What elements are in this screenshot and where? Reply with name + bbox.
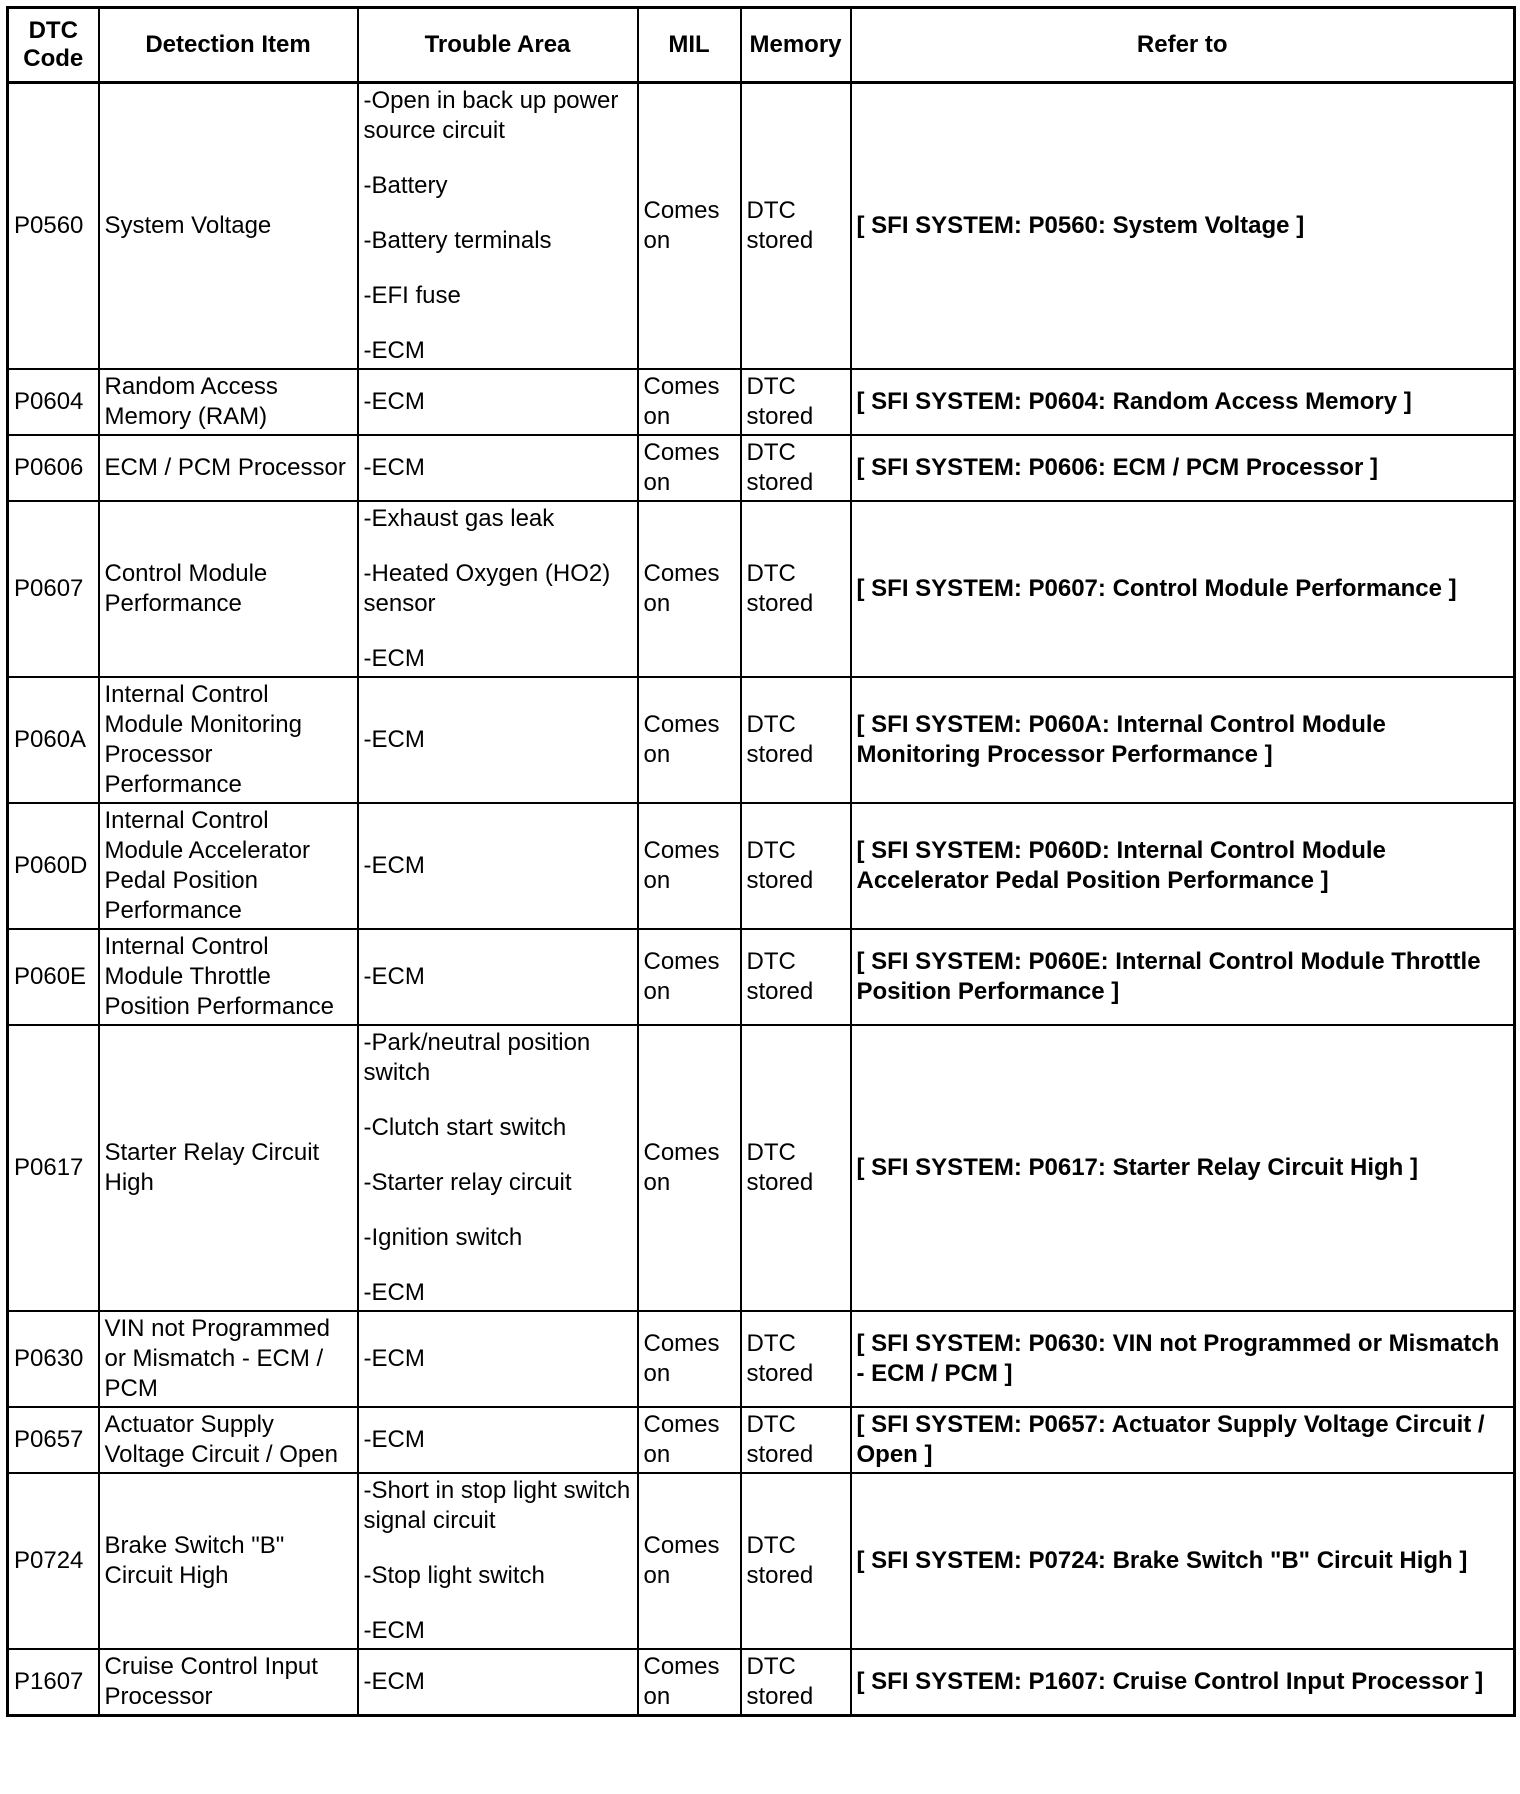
trouble-area-cell <box>358 435 638 501</box>
dtc-code-cell: P060D <box>8 803 99 929</box>
table-row <box>8 369 1515 435</box>
trouble-area-cell <box>358 83 638 370</box>
trouble-area-item: -Park/neutral position switch <box>363 1029 591 1086</box>
memory-cell: DTC stored <box>741 435 851 501</box>
detection-item-cell: System Voltage <box>99 83 358 370</box>
refer-to-link[interactable]: [ SFI SYSTEM: P0630: VIN not Programmed or Mismatch - ECM / PCM ] <box>851 1311 1515 1407</box>
header-refer-to: Refer to <box>851 8 1515 83</box>
line-spacer <box>364 1143 632 1168</box>
line-spacer <box>364 201 632 226</box>
dtc-code-cell: P0604 <box>8 369 99 435</box>
refer-to-link[interactable]: [ SFI SYSTEM: P0606: ECM / PCM Processor ] <box>851 435 1515 501</box>
trouble-area-item: -ECM <box>363 337 425 364</box>
dtc-code-cell: P0657 <box>8 1407 99 1473</box>
dtc-code-cell: P1607 <box>8 1649 99 1716</box>
refer-to-link[interactable]: [ SFI SYSTEM: P0560: System Voltage ] <box>851 83 1515 370</box>
detection-item-cell: Brake Switch "B" Circuit High <box>99 1473 358 1649</box>
refer-to-link[interactable]: [ SFI SYSTEM: P1607: Cruise Control Input Processor ] <box>851 1649 1515 1716</box>
trouble-area-cell <box>358 1649 638 1716</box>
header-memory: Memory <box>741 8 851 83</box>
header-mil: MIL <box>638 8 741 83</box>
table-row <box>8 435 1515 501</box>
trouble-area-item: -ECM <box>363 726 425 753</box>
trouble-area-item: -Battery terminals <box>363 227 552 254</box>
table-row <box>8 929 1515 1025</box>
line-spacer <box>364 1088 632 1113</box>
header-trouble-area: Trouble Area <box>358 8 638 83</box>
trouble-area-item: -Heated Oxygen (HO2) sensor <box>363 560 611 617</box>
mil-cell: Comes on <box>638 1025 741 1311</box>
trouble-area-item: -ECM <box>363 388 425 415</box>
trouble-area-cell <box>358 803 638 929</box>
trouble-area-item: -Open in back up power source circuit <box>363 87 619 144</box>
detection-item-cell: Actuator Supply Voltage Circuit / Open <box>99 1407 358 1473</box>
detection-item-cell: Internal Control Module Accelerator Pedal Position Performance <box>99 803 358 929</box>
refer-to-link[interactable]: [ SFI SYSTEM: P0657: Actuator Supply Voltage Circuit / Open ] <box>851 1407 1515 1473</box>
trouble-area-item: -Ignition switch <box>363 1224 523 1251</box>
trouble-area-item: -Battery <box>363 172 448 199</box>
mil-cell: Comes on <box>638 803 741 929</box>
table-row <box>8 803 1515 929</box>
memory-cell: DTC stored <box>741 803 851 929</box>
detection-item-cell: Starter Relay Circuit High <box>99 1025 358 1311</box>
refer-to-link[interactable]: [ SFI SYSTEM: P0617: Starter Relay Circuit High ] <box>851 1025 1515 1311</box>
memory-cell: DTC stored <box>741 1407 851 1473</box>
memory-cell: DTC stored <box>741 369 851 435</box>
mil-cell: Comes on <box>638 929 741 1025</box>
trouble-area-item: -ECM <box>363 1345 425 1372</box>
detection-item-cell: ECM / PCM Processor <box>99 435 358 501</box>
mil-cell: Comes on <box>638 435 741 501</box>
line-spacer <box>364 311 632 336</box>
dtc-code-cell: P0606 <box>8 435 99 501</box>
memory-cell: DTC stored <box>741 1649 851 1716</box>
trouble-area-item: -Clutch start switch <box>363 1114 567 1141</box>
trouble-area-item: -ECM <box>363 1617 425 1644</box>
memory-cell: DTC stored <box>741 1311 851 1407</box>
detection-item-cell: Internal Control Module Monitoring Processor Performance <box>99 677 358 803</box>
trouble-area-item: -Short in stop light switch signal circuit <box>363 1477 631 1534</box>
memory-cell: DTC stored <box>741 677 851 803</box>
line-spacer <box>364 146 632 171</box>
line-spacer <box>364 1536 632 1561</box>
header-row <box>8 8 1515 83</box>
dtc-code-cell: P0617 <box>8 1025 99 1311</box>
trouble-area-cell <box>358 1025 638 1311</box>
trouble-area-item: -Starter relay circuit <box>363 1169 572 1196</box>
trouble-area-item: -ECM <box>363 963 425 990</box>
trouble-area-item: -EFI fuse <box>363 282 461 309</box>
dtc-code-cell: P0607 <box>8 501 99 677</box>
mil-cell: Comes on <box>638 83 741 370</box>
line-spacer <box>364 1591 632 1616</box>
table-row <box>8 1407 1515 1473</box>
line-spacer <box>364 619 632 644</box>
trouble-area-cell <box>358 677 638 803</box>
detection-item-cell: VIN not Programmed or Mismatch - ECM / PCM <box>99 1311 358 1407</box>
trouble-area-item: -ECM <box>363 645 425 672</box>
trouble-area-item: -Stop light switch <box>363 1562 545 1589</box>
mil-cell: Comes on <box>638 1407 741 1473</box>
detection-item-cell: Internal Control Module Throttle Position Performance <box>99 929 358 1025</box>
detection-item-cell: Random Access Memory (RAM) <box>99 369 358 435</box>
refer-to-link[interactable]: [ SFI SYSTEM: P0604: Random Access Memory ] <box>851 369 1515 435</box>
refer-to-link[interactable]: [ SFI SYSTEM: P060D: Internal Control Module Accelerator Pedal Position Performance ] <box>851 803 1515 929</box>
trouble-area-cell <box>358 1407 638 1473</box>
trouble-area-cell <box>358 1311 638 1407</box>
dtc-code-cell: P0724 <box>8 1473 99 1649</box>
trouble-area-cell <box>358 929 638 1025</box>
line-spacer <box>364 1253 632 1278</box>
detection-item-cell: Cruise Control Input Processor <box>99 1649 358 1716</box>
refer-to-link[interactable]: [ SFI SYSTEM: P0724: Brake Switch "B" Circuit High ] <box>851 1473 1515 1649</box>
header-detection-item: Detection Item <box>99 8 358 83</box>
dtc-table <box>6 6 1516 1717</box>
table-body <box>8 83 1515 1716</box>
mil-cell: Comes on <box>638 369 741 435</box>
dtc-code-cell: P060E <box>8 929 99 1025</box>
detection-item-cell: Control Module Performance <box>99 501 358 677</box>
trouble-area-item: -ECM <box>363 1279 425 1306</box>
table-row <box>8 1649 1515 1716</box>
mil-cell: Comes on <box>638 1311 741 1407</box>
table-row <box>8 677 1515 803</box>
mil-cell: Comes on <box>638 1649 741 1716</box>
trouble-area-item: -ECM <box>363 852 425 879</box>
trouble-area-item: -ECM <box>363 1426 425 1453</box>
trouble-area-cell <box>358 369 638 435</box>
memory-cell: DTC stored <box>741 501 851 677</box>
trouble-area-item: -ECM <box>363 1668 425 1695</box>
dtc-code-cell: P0630 <box>8 1311 99 1407</box>
refer-to-link[interactable]: [ SFI SYSTEM: P0607: Control Module Performance ] <box>851 501 1515 677</box>
table-row <box>8 1311 1515 1407</box>
mil-cell: Comes on <box>638 1473 741 1649</box>
table-row <box>8 83 1515 370</box>
refer-to-link[interactable]: [ SFI SYSTEM: P060A: Internal Control Module Monitoring Processor Performance ] <box>851 677 1515 803</box>
dtc-code-cell: P060A <box>8 677 99 803</box>
line-spacer <box>364 1198 632 1223</box>
memory-cell: DTC stored <box>741 83 851 370</box>
header-dtc-code: DTC Code <box>8 8 99 83</box>
memory-cell: DTC stored <box>741 929 851 1025</box>
memory-cell: DTC stored <box>741 1473 851 1649</box>
mil-cell: Comes on <box>638 677 741 803</box>
trouble-area-cell <box>358 501 638 677</box>
table-row <box>8 501 1515 677</box>
table-row <box>8 1025 1515 1311</box>
line-spacer <box>364 256 632 281</box>
line-spacer <box>364 534 632 559</box>
table-row <box>8 1473 1515 1649</box>
trouble-area-item: -Exhaust gas leak <box>363 505 555 532</box>
trouble-area-item: -ECM <box>363 454 425 481</box>
trouble-area-cell <box>358 1473 638 1649</box>
mil-cell: Comes on <box>638 501 741 677</box>
dtc-code-cell: P0560 <box>8 83 99 370</box>
memory-cell: DTC stored <box>741 1025 851 1311</box>
refer-to-link[interactable]: [ SFI SYSTEM: P060E: Internal Control Module Throttle Position Performance ] <box>851 929 1515 1025</box>
